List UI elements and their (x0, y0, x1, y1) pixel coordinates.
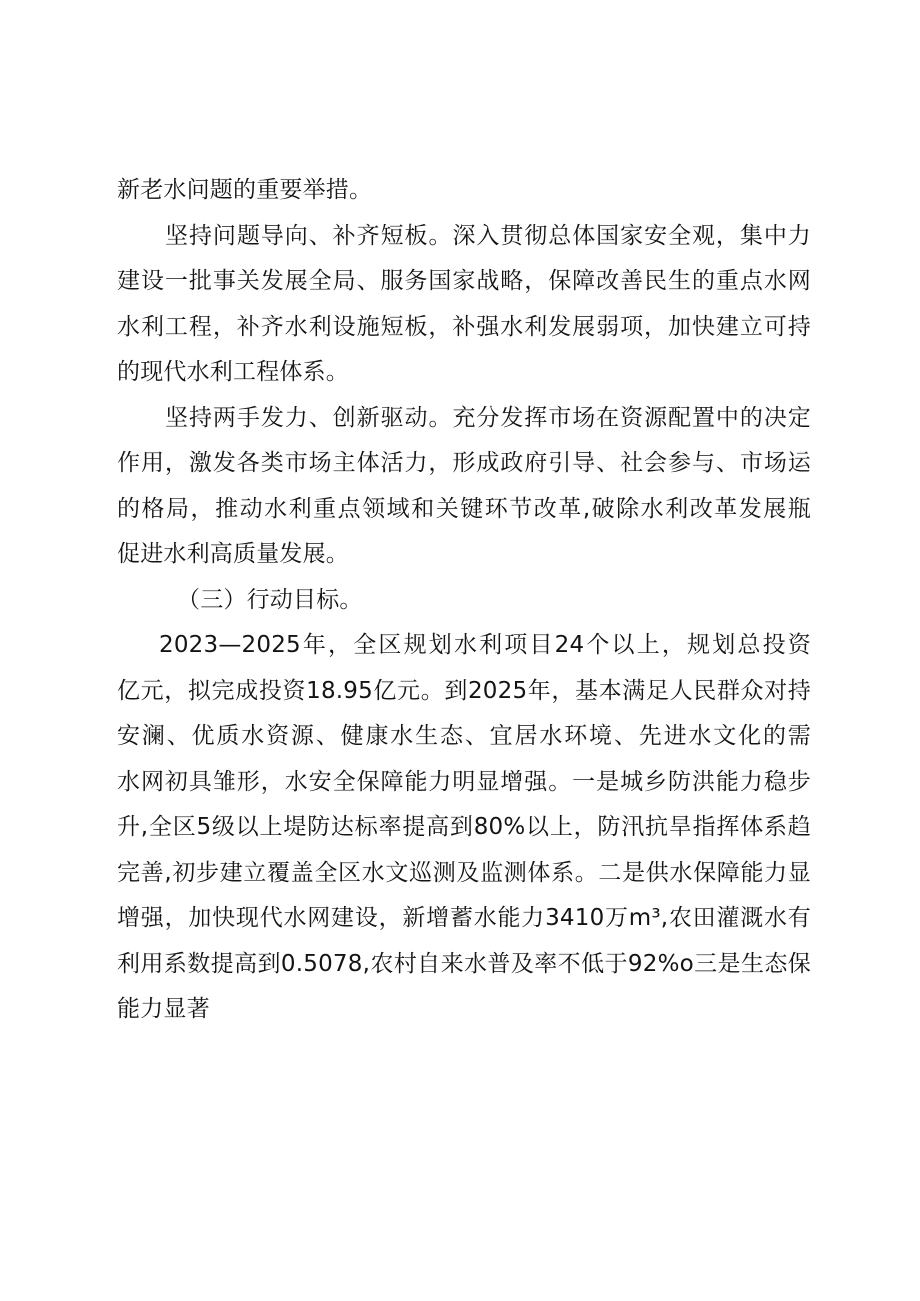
text-line: 的现代水利工程体系。 (117, 359, 349, 385)
text-line: 升,全区5级以上堤防达标率提高到80%以上，防汛抗旱指挥体系趋 (117, 814, 811, 840)
text-line: 安澜、优质水资源、健康水生态、宜居水环境、先进水文化的需 (117, 723, 811, 749)
text-line: 亿元，拟完成投资18.95亿元。到2025年，基本满足人民群众对持 (117, 677, 811, 704)
text-line: 建设一批事关发展全局、服务国家战略，保障改善民生的重点水网 (117, 268, 811, 294)
document-body (117, 168, 811, 1033)
text-line: 完善,初步建立覆盖全区水文巡测及监测体系。二是供水保障能力显 (117, 859, 811, 886)
text-line: 能力显著 (117, 996, 210, 1022)
text-line: 促进水利高质量发展。 (117, 541, 349, 567)
text-line: 水网初具雏形，水安全保障能力明显增强。一是城乡防洪能力稳步 (117, 768, 811, 795)
text-line: 新老水问题的重要举措。 (117, 177, 373, 203)
paragraph-start-line: 2023—2025年，全区规划水利项目24个以上，规划总投资 (159, 632, 811, 658)
section-heading: （三）行动目标。 (177, 586, 363, 613)
paragraph-start-line: 坚持问题导向、补齐短板。深入贯彻总体国家安全观，集中力 (165, 222, 811, 249)
text-line: 的格局，推动水利重点领域和关键环节改革,破除水利改革发展瓶 (117, 495, 811, 522)
paragraph-start-line: 坚持两手发力、创新驱动。充分发挥市场在资源配置中的决定 (165, 404, 811, 431)
text-line: 作用，激发各类市场主体活力，形成政府引导、社会参与、市场运 (117, 450, 811, 476)
text-line: 增强，加快现代水网建设，新增蓄水能力3410万m³,农田灌溉水有 (117, 905, 811, 931)
text-line: 利用系数提高到0.5078,农村自来水普及率不低于92%o三是生态保 (117, 950, 811, 977)
text-line: 水利工程，补齐水利设施短板，补强水利发展弱项，加快建立可持 (117, 313, 811, 340)
